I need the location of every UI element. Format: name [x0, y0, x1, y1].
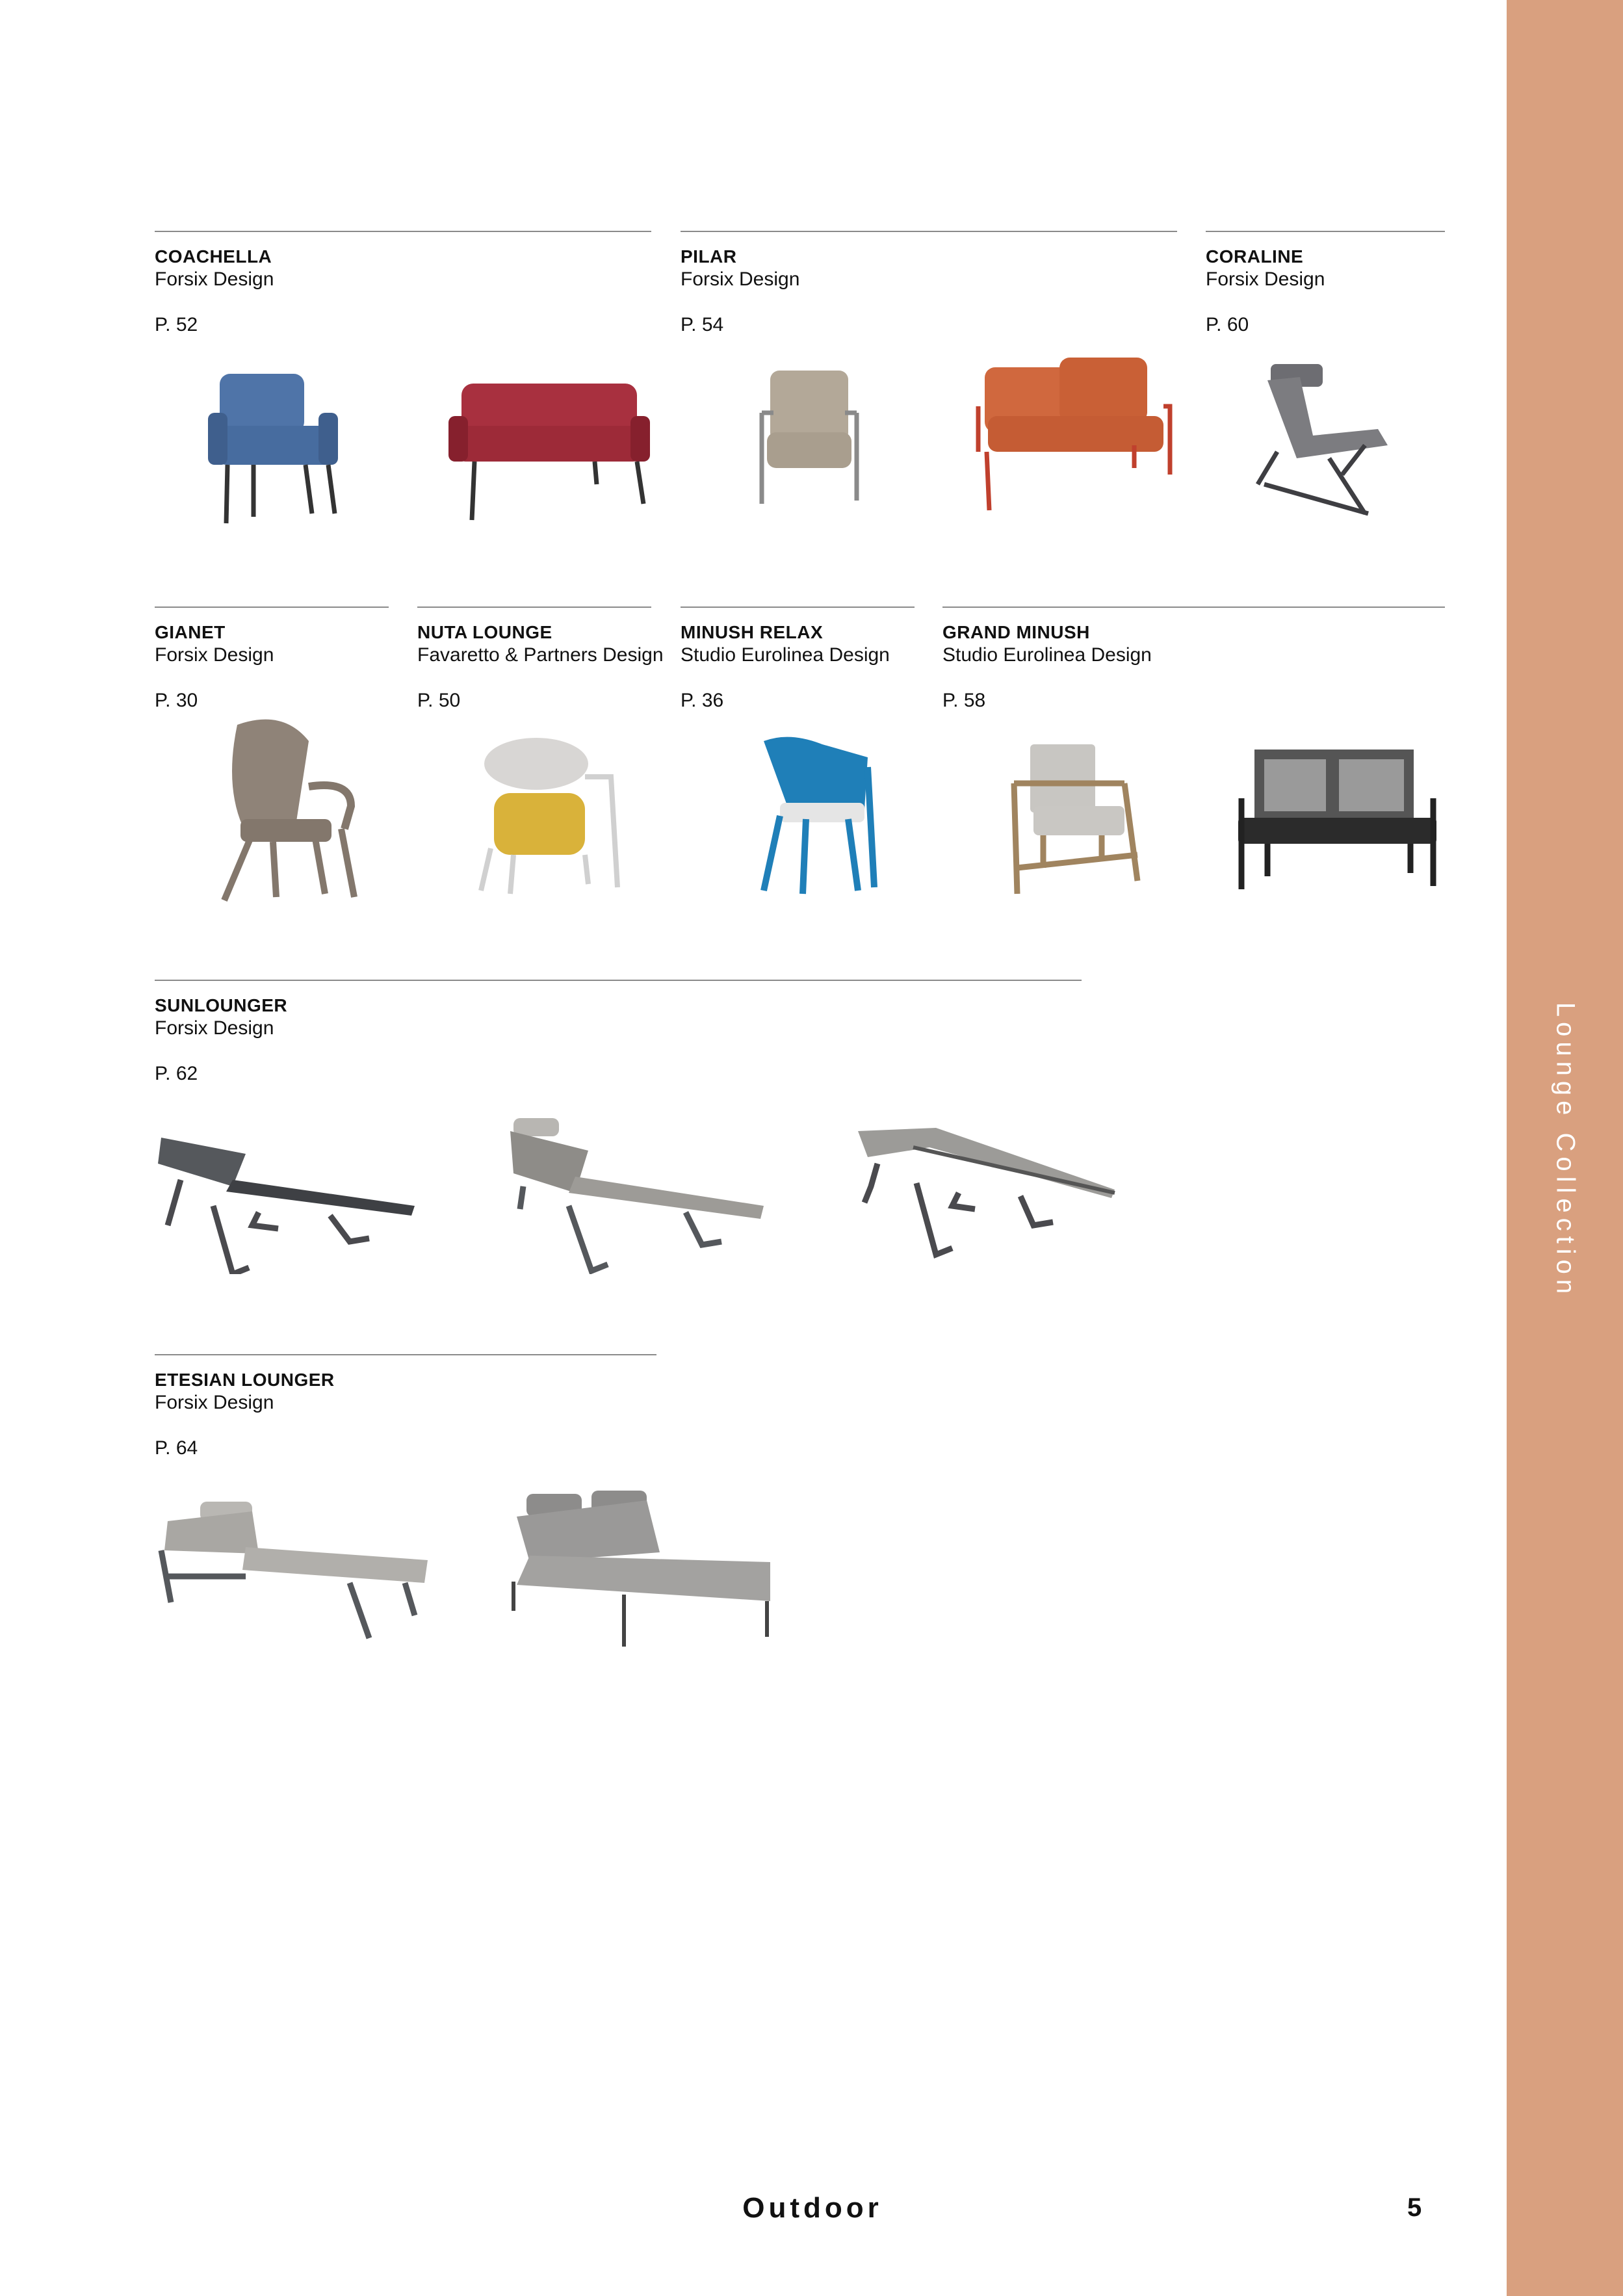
page-reference: P. 36 [681, 690, 724, 711]
grey-sunlounger-icon [855, 1128, 1118, 1268]
cushioned-sunlounger-icon [504, 1115, 767, 1274]
product-name: GIANET [155, 622, 226, 642]
product-name: COACHELLA [155, 246, 272, 267]
taupe-chair-icon [211, 715, 361, 904]
blue-armchair-icon [208, 367, 351, 530]
divider [155, 980, 1082, 981]
divider [155, 231, 651, 232]
product-name: ETESIAN LOUNGER [155, 1370, 335, 1390]
product-designer: Forsix Design [1206, 268, 1325, 290]
product-name: CORALINE [1206, 246, 1304, 267]
double-lounger-icon [510, 1491, 777, 1647]
divider [681, 231, 1177, 232]
black-bench-icon [1235, 746, 1440, 893]
orange-sofa-icon [975, 354, 1176, 514]
product-name: SUNLOUNGER [155, 995, 288, 1015]
product-name: GRAND MINUSH [942, 622, 1090, 642]
product-name: NUTA LOUNGE [417, 622, 552, 642]
divider [155, 1354, 656, 1355]
page-reference: P. 64 [155, 1437, 198, 1459]
divider [1206, 231, 1445, 232]
page-reference: P. 62 [155, 1063, 198, 1084]
page-reference: P. 52 [155, 314, 198, 335]
divider [155, 607, 389, 608]
page-reference: P. 54 [681, 314, 724, 335]
page-reference: P. 50 [417, 690, 461, 711]
product-designer: Studio Eurolinea Design [942, 644, 1152, 666]
product-name: PILAR [681, 246, 737, 267]
product-designer: Favaretto & Partners Design [417, 644, 664, 666]
product-designer: Forsix Design [155, 644, 274, 666]
product-designer: Forsix Design [155, 268, 274, 290]
red-sofa-icon [448, 380, 650, 523]
divider [681, 607, 915, 608]
wood-armchair-icon [1004, 741, 1147, 897]
page-number: 5 [1407, 2193, 1422, 2222]
product-designer: Forsix Design [155, 1017, 274, 1039]
sunlounger-icon [155, 1134, 418, 1274]
product-designer: Forsix Design [681, 268, 800, 290]
folding-lounge-chair-icon [1251, 361, 1394, 517]
collection-label: Lounge Collection [1551, 1002, 1580, 1299]
page-reference: P. 58 [942, 690, 986, 711]
footer-title: Outdoor [742, 2192, 883, 2224]
product-name: MINUSH RELAX [681, 622, 824, 642]
divider [417, 607, 651, 608]
blue-chair-icon [751, 731, 881, 897]
product-designer: Forsix Design [155, 1392, 274, 1413]
etesian-lounger-icon [155, 1498, 431, 1645]
beige-armchair-icon [754, 367, 864, 510]
product-designer: Studio Eurolinea Design [681, 644, 890, 666]
yellow-lounge-chair-icon [474, 738, 624, 897]
divider [942, 607, 1445, 608]
page-reference: P. 60 [1206, 314, 1249, 335]
page-reference: P. 30 [155, 690, 198, 711]
